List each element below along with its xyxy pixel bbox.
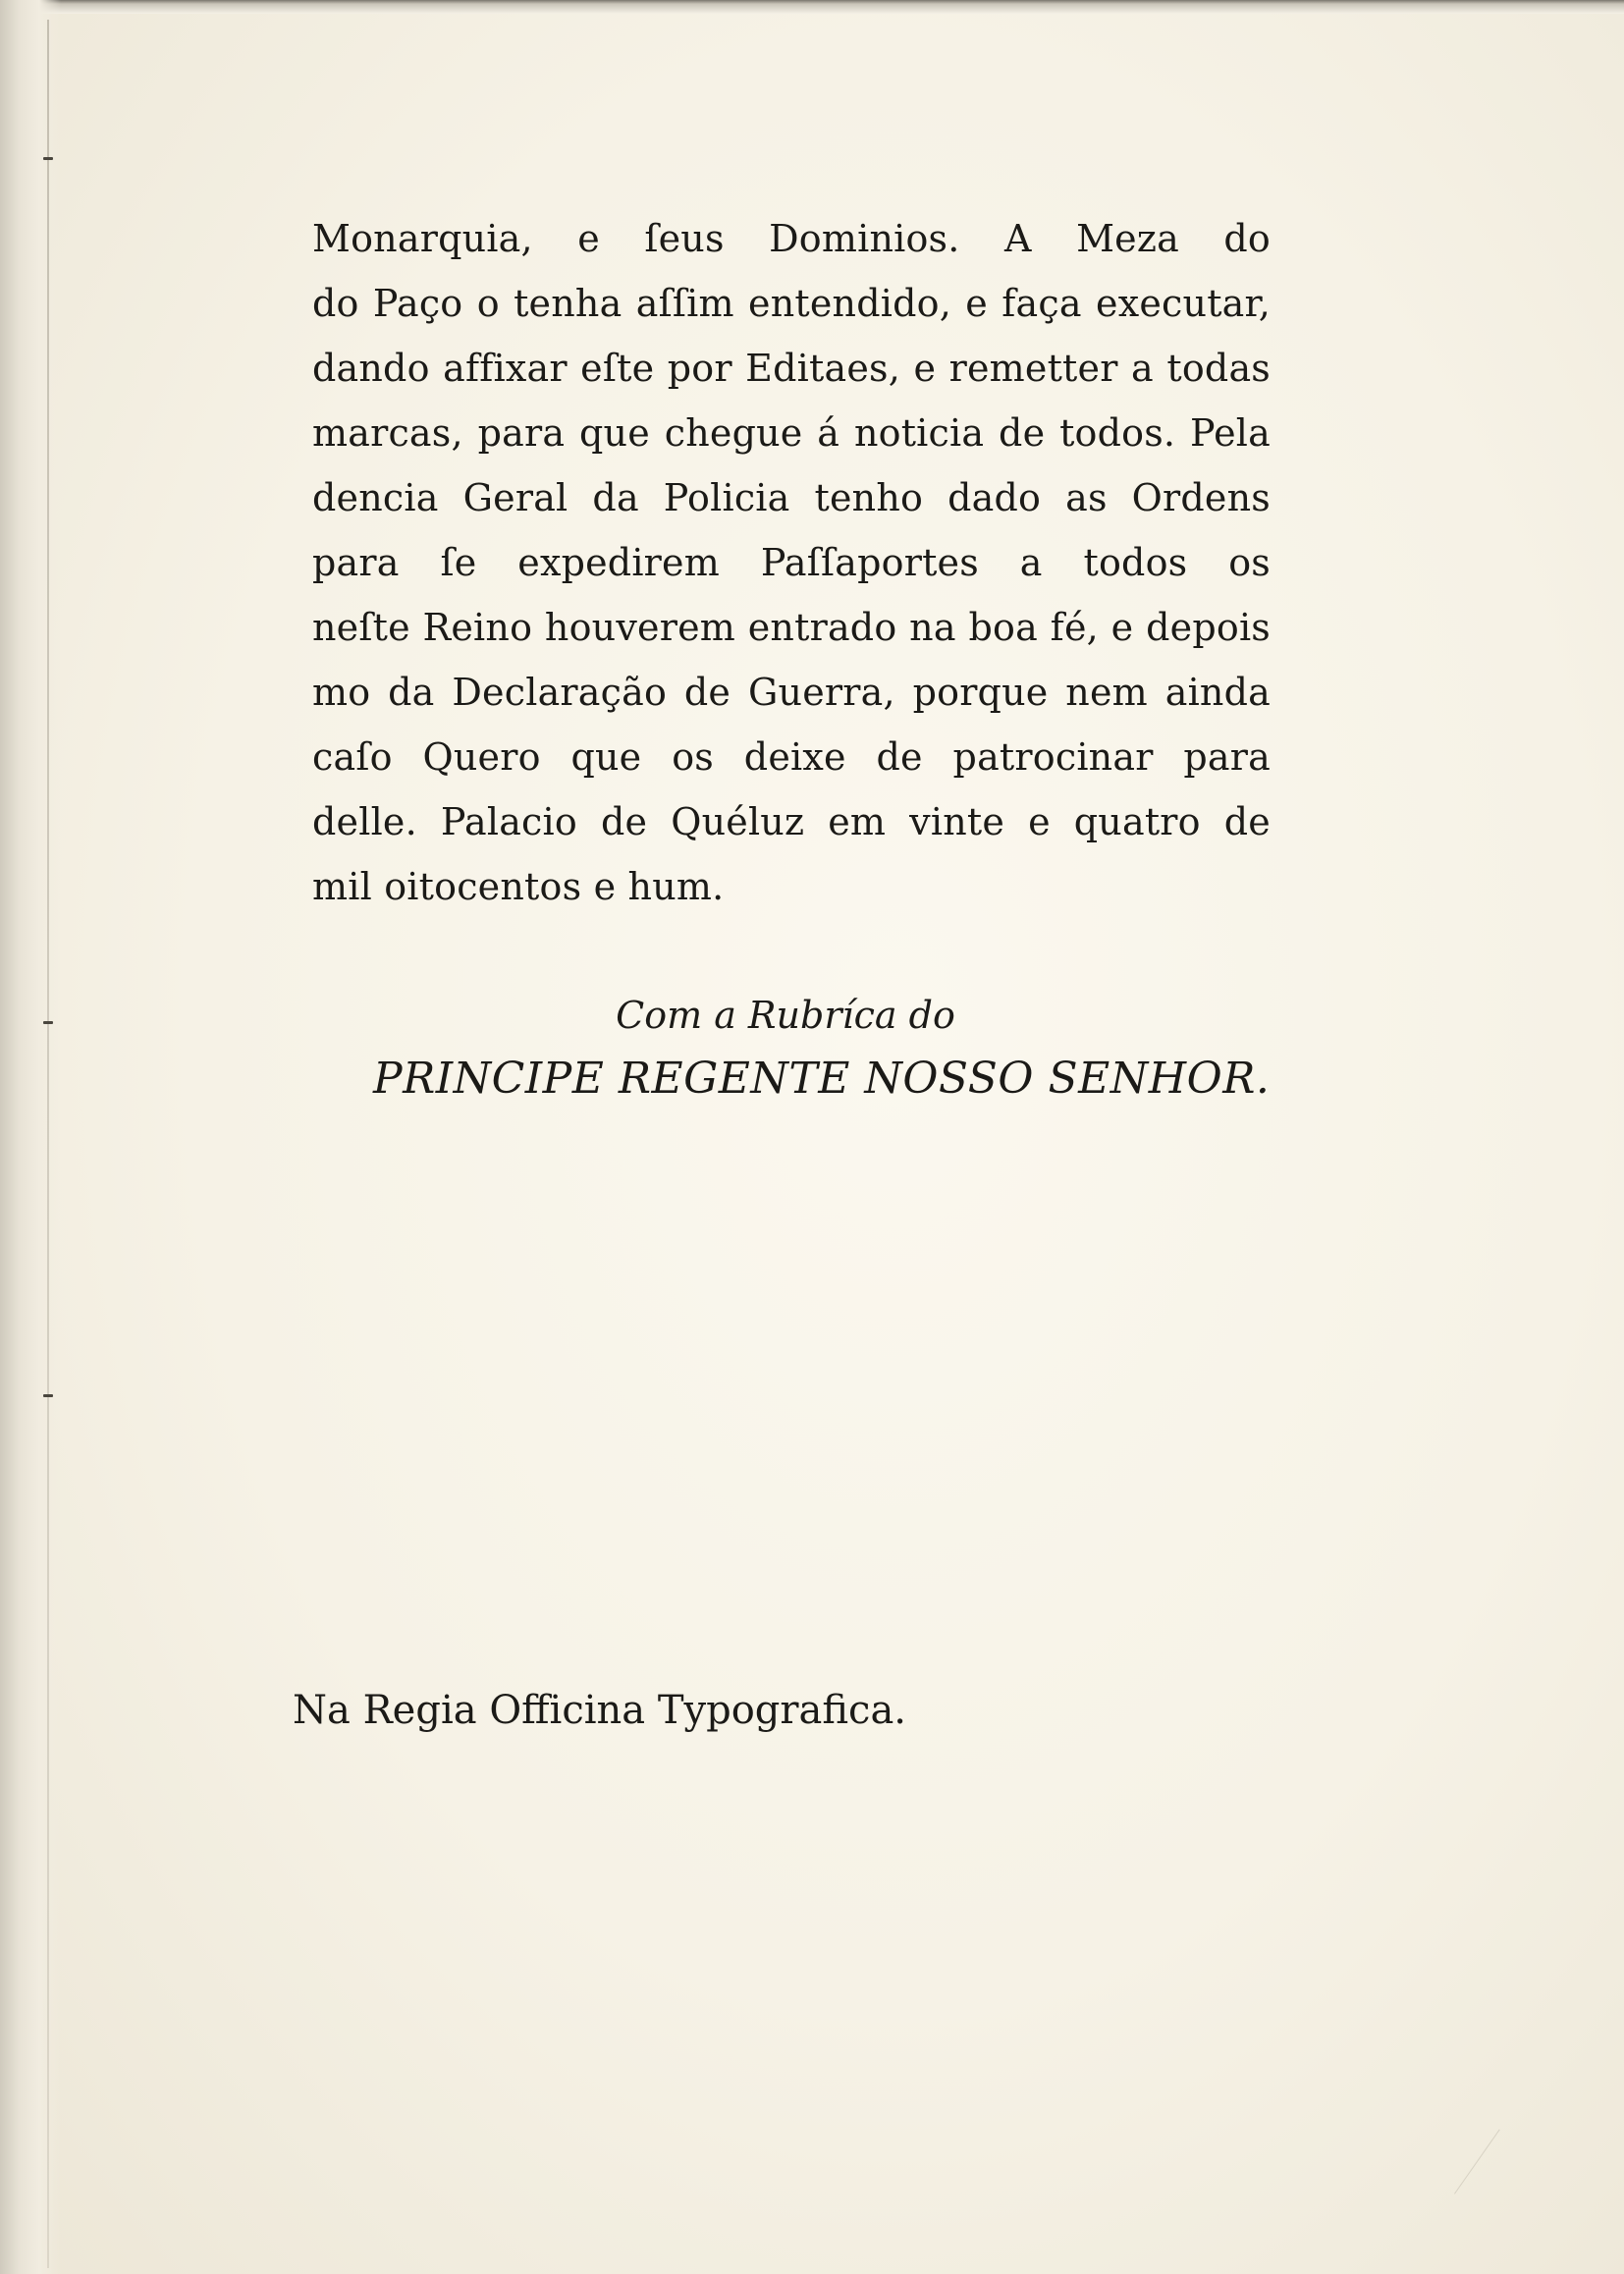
binding-stitch [43, 1394, 53, 1397]
binding-gutter [0, 0, 61, 2274]
paper-crease [1454, 2130, 1597, 2262]
body-paragraph [312, 206, 1271, 919]
body-line: caſo Quero que os deixe de patrocinar para [312, 735, 1271, 779]
binding-stitch [43, 157, 53, 160]
body-line: mo da Declaração de Guerra, porque nem ainda [312, 671, 1271, 714]
rubric-title: PRINCIPE REGENTE NOSSO SENHOR. [373, 1054, 1271, 1104]
body-line: mil oitocentos e hum. [312, 865, 725, 908]
body-line: dando affixar eſte por Editaes, e remetter a todas [312, 347, 1271, 390]
gutter-fold-line [47, 20, 49, 2268]
page-top-edge [0, 0, 1624, 14]
printer-imprint: Na Regia Officina Typografica. [293, 1688, 907, 1733]
body-line: dencia Geral da Policia tenho dado as Ordens [312, 476, 1271, 519]
body-line: delle. Palacio de Quéluz em vinte e quatro de [312, 800, 1271, 843]
binding-stitch [43, 1021, 53, 1024]
body-line: marcas, para que chegue á noticia de todos. Pela [312, 411, 1271, 455]
rubric-line: Com a Rubríca do [616, 994, 955, 1037]
body-line: para ſe expedirem Paſſaportes a todos os [312, 541, 1271, 584]
body-line: Monarquia, e ſeus Dominios. A Meza do [312, 217, 1271, 260]
body-line: neſte Reino houverem entrado na boa fé, e depois [312, 606, 1271, 649]
body-line: do Paço o tenha aſſim entendido, e faça executar, [312, 282, 1271, 325]
